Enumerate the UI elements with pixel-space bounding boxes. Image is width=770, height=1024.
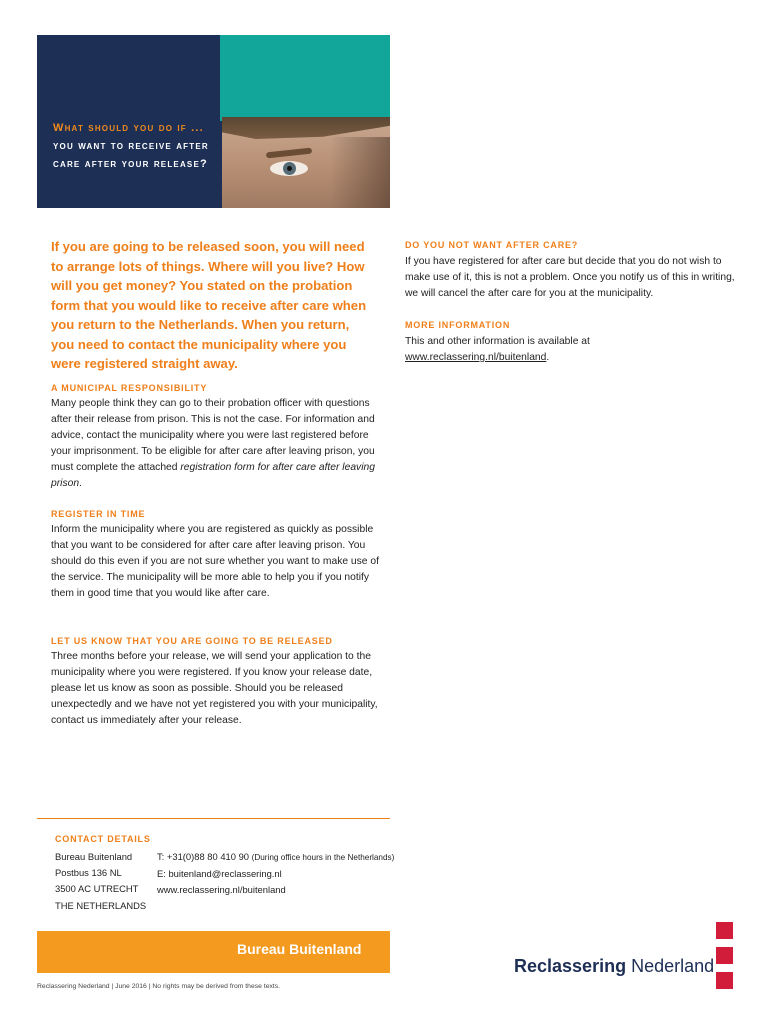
contact-phone-note: (During office hours in the Netherlands) <box>251 853 395 862</box>
logo-square-icon <box>716 947 733 964</box>
contact-phone-line <box>157 849 417 866</box>
intro-paragraph: If you are going to be released soon, you will need to arrange lots of things. Where will you live? How will you get money? You stated on the probation form that you would like to receive after care when you return to the Netherlands. When you return, you need to contact the municipality where you were registered straight away. <box>51 239 367 371</box>
hero-teal-block <box>220 35 390 121</box>
hero-title <box>53 119 223 173</box>
more-info-text: This and other information is available at <box>405 336 590 347</box>
contact-email[interactable]: E: buitenland@reclassering.nl <box>157 868 282 880</box>
contact-heading: CONTACT DETAILS <box>55 834 151 844</box>
logo-square-icon <box>716 922 733 939</box>
website-link[interactable]: www.reclassering.nl/buitenland <box>405 351 547 363</box>
section-text-no-after-care: If you have registered for after care but decide that you do not wish to make use of it, this is not a problem. Once you notify us of this in writing, we will cancel the after care for you at the municipality. <box>405 256 735 299</box>
section-heading-more-info: MORE INFORMATION <box>405 320 511 330</box>
face-shadow <box>330 137 390 208</box>
brand-bold: Reclassering <box>514 956 627 976</box>
contact-web[interactable]: www.reclassering.nl/buitenland <box>157 884 286 896</box>
section-text-let-us-know: Three months before your release, we will send your application to the municipality where you were registered. If you know your release date, please let us know as soon as possible. Should you be released unexpectedly and we have not yet registered you with your municipality, contact us immediately after your release. <box>51 651 378 726</box>
contact-channels <box>157 849 417 899</box>
address-line: Postbus 136 NL <box>55 867 122 879</box>
logo-square-icon <box>716 972 733 989</box>
contact-address <box>55 849 155 914</box>
contact-divider <box>37 818 390 819</box>
section-heading-let-us-know: LET US KNOW THAT YOU ARE GOING TO BE RELEASED <box>51 636 333 646</box>
hair-shape <box>222 117 390 139</box>
section-text-register: Inform the municipality where you are registered as quickly as possible that you want to be considered for after care after leaving prison. You should do this even if you are not sure whether you want to make use of the service. The municipality will be more able to help you if you notify them in good time that you would like after care. <box>51 524 379 599</box>
section-heading-register: REGISTER IN TIME <box>51 509 146 519</box>
pupil-shape <box>287 166 292 171</box>
footer-band-label: Bureau Buitenland <box>237 941 362 957</box>
brand-logo-text <box>514 956 714 977</box>
section-text-responsibility <box>51 396 381 491</box>
section-text-more-info <box>405 334 735 366</box>
section-heading-no-after-care: DO YOU NOT WANT AFTER CARE? <box>405 240 579 250</box>
hero-title-lead: What should you do if ... <box>53 122 204 134</box>
responsibility-text: Many people think they can go to their probation officer with questions after their release from prison. This is not the case. For information and advice, contact the municipality where you were last registered before your imprisonment. To be eligible for after care after leaving prison, you must complete the attached <box>51 398 375 473</box>
brand-rest: Nederland <box>626 956 715 976</box>
more-info-end: . <box>546 351 550 363</box>
footer-note: Reclassering Nederland | June 2016 | No rights may be derived from these texts. <box>37 983 281 990</box>
hero-banner <box>37 35 390 208</box>
section-heading-responsibility: A MUNICIPAL RESPONSIBILITY <box>51 383 208 393</box>
registration-form-reference: registration form for after care after leaving prison <box>51 461 375 489</box>
responsibility-text-end: . <box>79 477 82 489</box>
address-line: 3500 AC UTRECHT <box>55 883 139 895</box>
hero-face-photo <box>222 117 390 208</box>
hero-title-rest: you want to receive after care after your release? <box>53 140 209 170</box>
address-line: Bureau Buitenland <box>55 851 133 862</box>
address-line: THE NETHERLANDS <box>55 899 147 911</box>
eyebrow-shape <box>266 148 312 159</box>
footer-band <box>37 931 390 973</box>
contact-phone[interactable]: T: +31(0)88 80 410 90 <box>157 851 249 862</box>
